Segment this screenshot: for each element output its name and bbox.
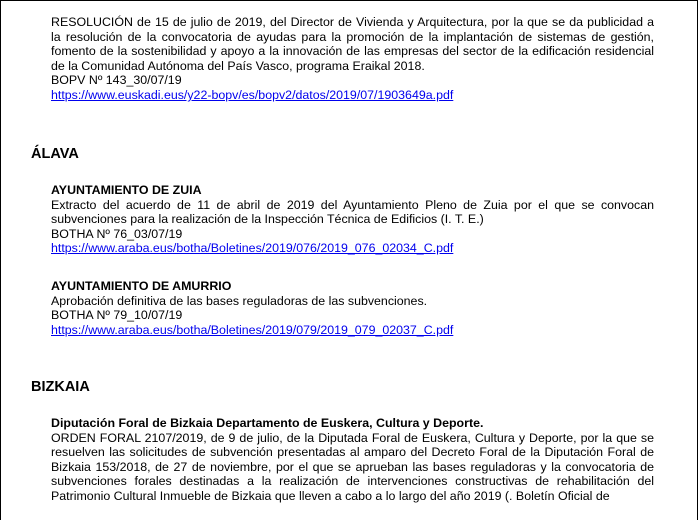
entry-amurrio: [51, 279, 654, 337]
resolution-ref: BOPV Nº 143_30/07/19: [51, 73, 182, 88]
entry-title: AYUNTAMIENTO DE ZUIA: [51, 183, 202, 197]
entry-text: Aprobación definitiva de las bases reguladoras de las subvenciones.: [51, 293, 428, 308]
entry-title: Diputación Foral de Bizkaia Departamento de Euskera, Cultura y Deporte.: [51, 416, 484, 430]
entry-link[interactable]: https://www.araba.eus/botha/Boletines/2019/076/2019_076_02034_C.pdf: [51, 241, 454, 256]
entry-ref: BOTHA Nº 79_10/07/19: [51, 308, 183, 323]
entry-link[interactable]: https://www.araba.eus/botha/Boletines/2019/079/2019_079_02037_C.pdf: [51, 322, 454, 337]
entry-zuia: [51, 183, 654, 256]
entry-ref: BOTHA Nº 76_03/07/19: [51, 226, 183, 241]
heading-alava: ÁLAVA: [31, 146, 79, 162]
heading-bizkaia: BIZKAIA: [31, 379, 90, 395]
entry-text: ORDEN FORAL 2107/2019, de 9 de julio, de la Diputada Foral de Euskera, Cultura y Deporte, por la que se resuelven las solicitudes de subvención presentadas al amparo del Decreto Foral de la Diputación Foral de Bizkaia 153/2018, de 27 de noviembre, por el que se aprueban las bases reguladoras y la convocatoria de subvenciones forales destinadas a la realización de intervenciones constructivas de rehabilitación del Patrimonio Cultural Inmueble de Bizkaia que lleven a cabo a lo largo del año 2019 (. Boletín Oficial de: [51, 430, 654, 503]
resolution-block: [51, 15, 654, 103]
entry-title: AYUNTAMIENTO DE AMURRIO: [51, 279, 232, 293]
entry-bizkaia: [51, 416, 654, 504]
resolution-link[interactable]: https://www.euskadi.eus/y22-bopv/es/bopv2/datos/2019/07/1903649a.pdf: [51, 87, 454, 102]
resolution-text: RESOLUCIÓN de 15 de julio de 2019, del Director de Vivienda y Arquitectura, por la que se da publicidad a la resolución de la convocatoria de ayudas para la promoción de la implantación de sistemas de gestión, fomento de la sostenibilidad y apoyo a la innovación de las empresas del sector de la edificación residencial de la Comunidad Autónoma del País Vasco, programa Eraikal 2018.: [51, 15, 654, 73]
entry-text: Extracto del acuerdo de 11 de abril de 2019 del Ayuntamiento Pleno de Zuia por el que se convocan subvenciones para la realización de la Inspección Técnica de Edificios (I. T. E.): [51, 197, 654, 227]
